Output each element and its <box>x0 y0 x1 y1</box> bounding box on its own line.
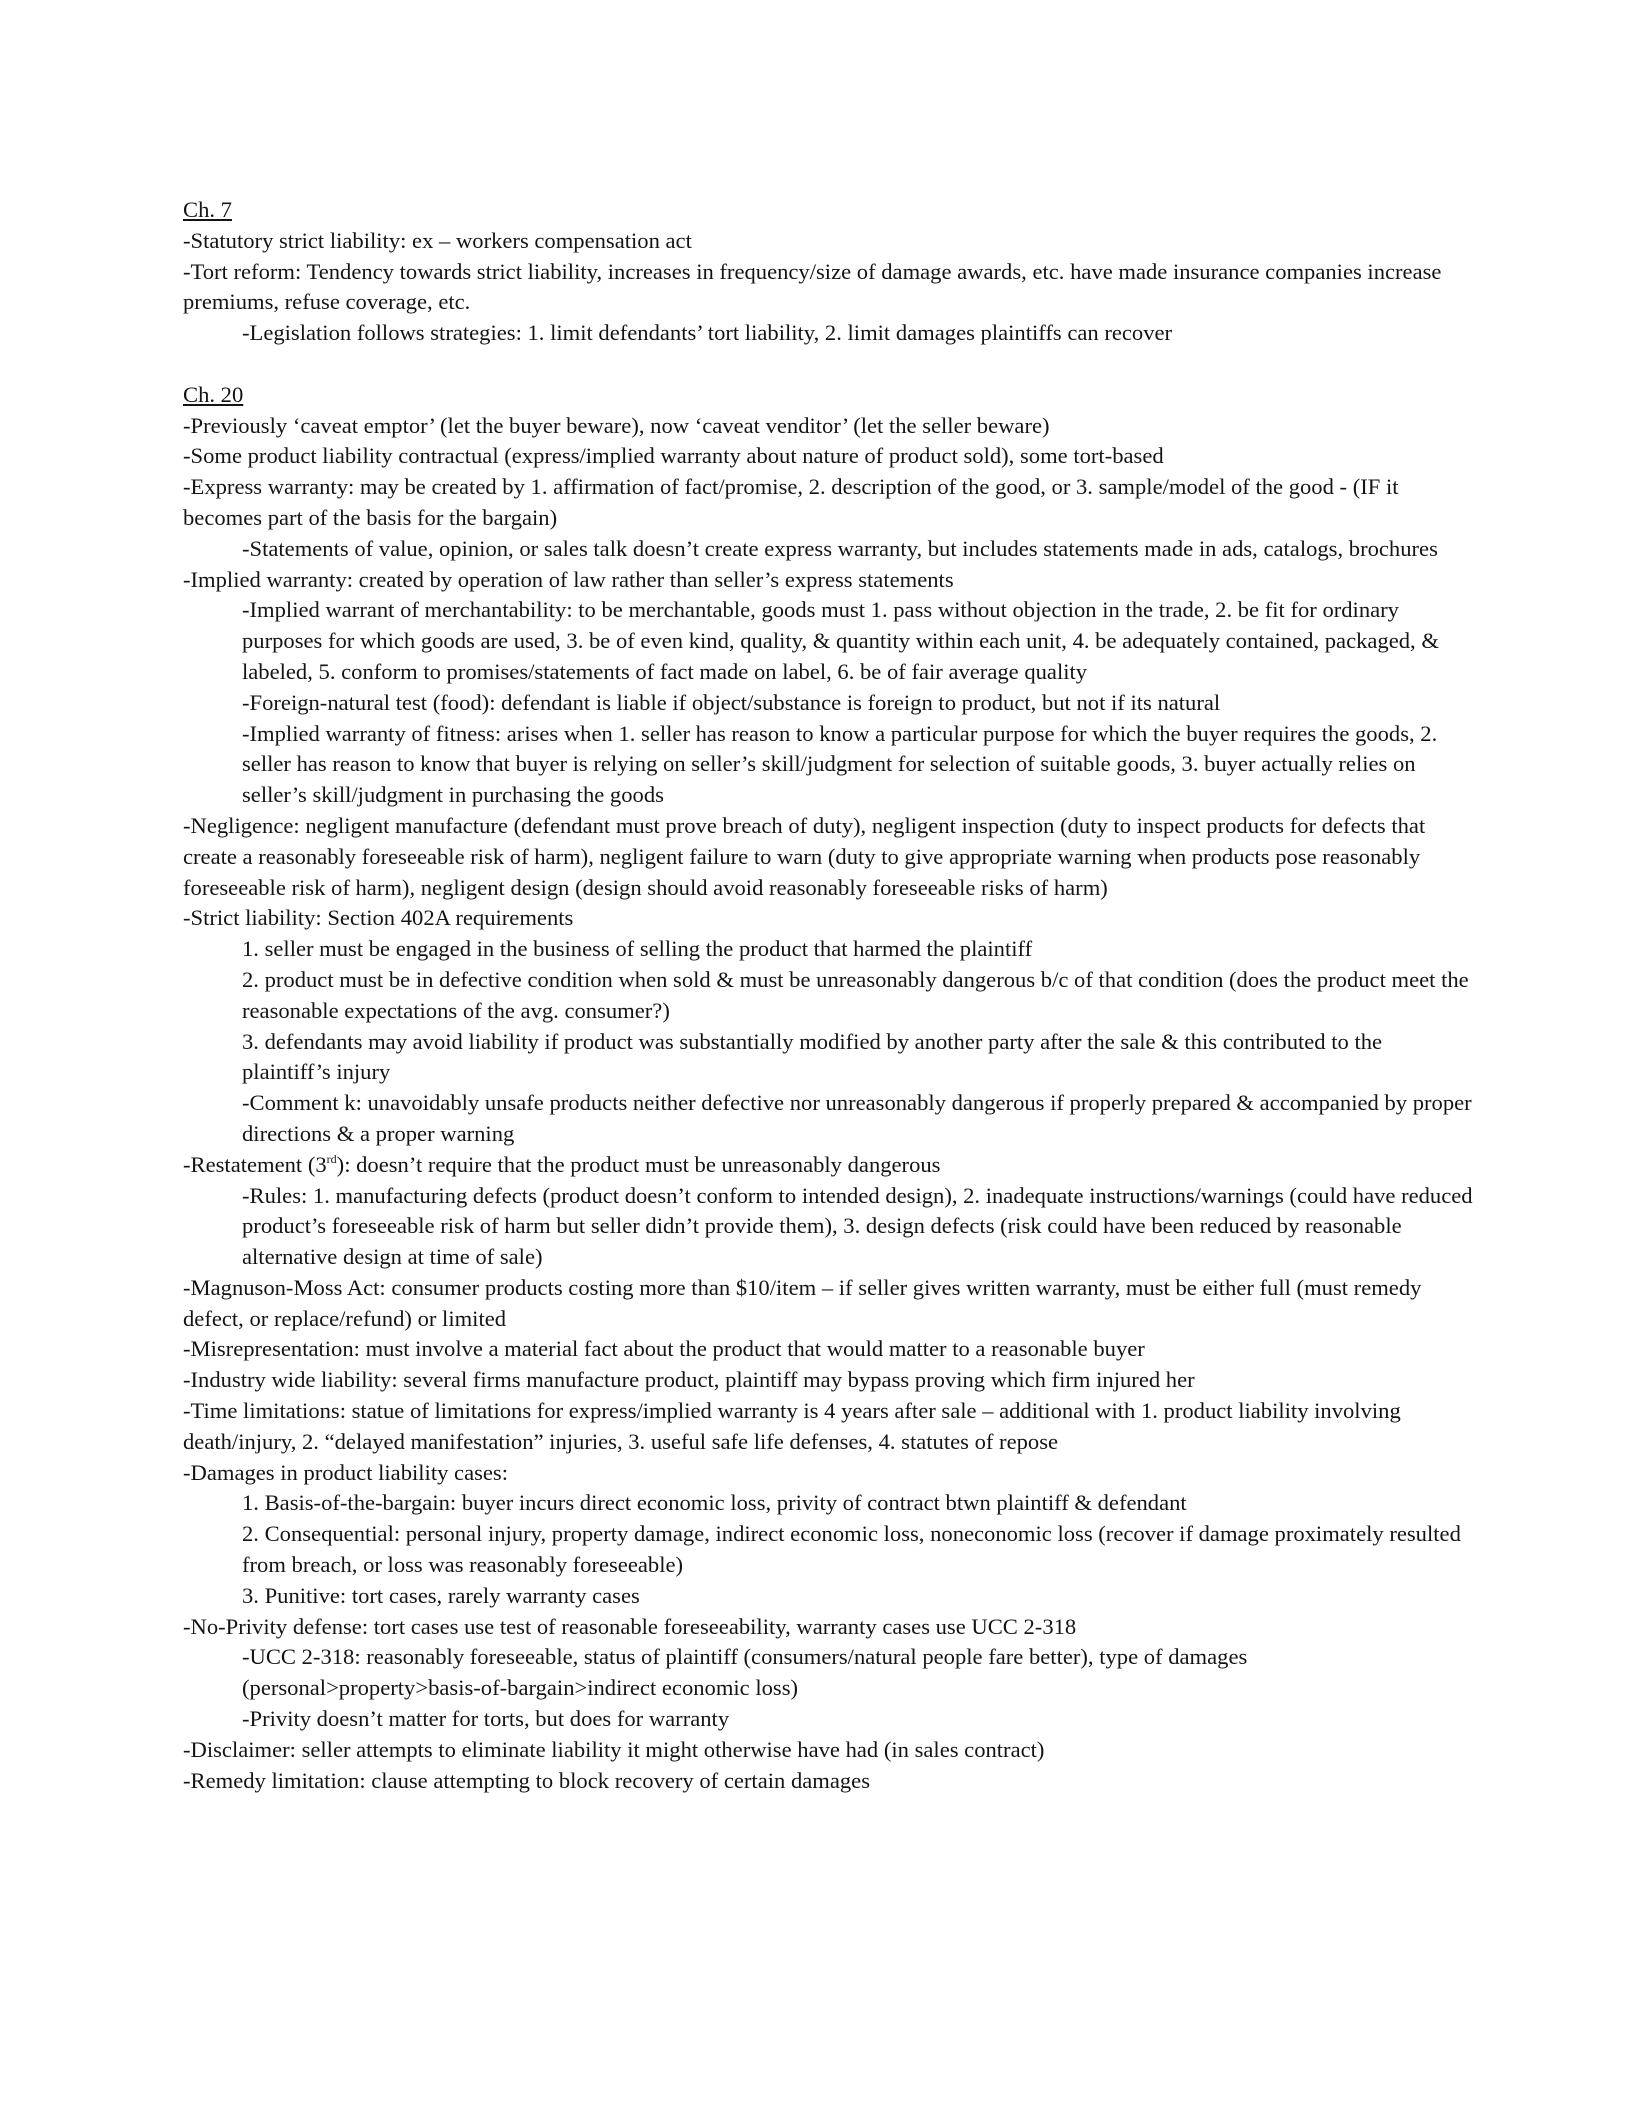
note-subline: -Legislation follows strategies: 1. limit defendants’ tort liability, 2. limit damages plaintiffs can recover <box>242 320 1173 346</box>
note-line: -Express warranty: may be created by 1. affirmation of fact/promise, 2. description of the good, or 3. sample/model of the good - (IF it becomes part of the basis for the bargain) <box>183 474 1399 530</box>
note-line: -Some product liability contractual (express/implied warranty about nature of product sold), some tort-based <box>183 443 1164 469</box>
note-subline: 3. Punitive: tort cases, rarely warranty cases <box>242 1582 640 1608</box>
note-line: -Statutory strict liability: ex – workers compensation act <box>183 227 692 253</box>
note-line: -Misrepresentation: must involve a material fact about the product that would matter to a reasonable buyer <box>183 1336 1145 1362</box>
note-subline: 2. product must be in defective condition when sold & must be unreasonably dangerous b/c of that condition (does the product meet the reasonable expectations of the avg. consumer?) <box>242 966 1469 1023</box>
note-line: -Damages in product liability cases: <box>183 1459 509 1485</box>
note-line: -No-Privity defense: tort cases use test of reasonable foreseeability, warranty cases use UCC 2-318 <box>183 1613 1077 1639</box>
note-subline: -Implied warrant of merchantability: to be merchantable, goods must 1. pass without objection in the trade, 2. be fit for ordinary purposes for which goods are used, 3. be of even kind, quality, & quantity within each unit, 4. be adequately contained, packaged, & labeled, 5. conform to promises/statements of fact made on label, 6. be of fair average quality <box>242 597 1439 684</box>
restatement-text-after: ): doesn’t require that the product must be unreasonably dangerous <box>336 1151 941 1177</box>
note-subline: 3. defendants may avoid liability if product was substantially modified by another party after the sale & this contributed to the plaintiff’s injury <box>242 1028 1383 1085</box>
note-subline: -UCC 2-318: reasonably foreseeable, status of plaintiff (consumers/natural people fare better), type of damages (personal>property>basis-of-bargain>indirect economic loss) <box>242 1644 1248 1701</box>
section-spacer <box>183 349 1473 380</box>
note-line: -Tort reform: Tendency towards strict liability, increases in frequency/size of damage awards, etc. have made insurance companies increase premiums, refuse coverage, etc. <box>183 258 1442 315</box>
note-subline: 1. seller must be engaged in the business of selling the product that harmed the plaintiff <box>242 936 1033 962</box>
note-subline: -Privity doesn’t matter for torts, but does for warranty <box>242 1706 730 1732</box>
note-subline: -Comment k: unavoidably unsafe products neither defective nor unreasonably dangerous if properly prepared & accompanied by proper directions & a proper warning <box>242 1090 1472 1146</box>
restatement-text: -Restatement (3 <box>183 1151 327 1177</box>
note-subline: 2. Consequential: personal injury, property damage, indirect economic loss, noneconomic loss (recover if damage proximately resulted from breach, or loss was reasonably foreseeable) <box>242 1521 1461 1578</box>
note-subline: -Rules: 1. manufacturing defects (product doesn’t conform to intended design), 2. inadequate instructions/warnings (could have reduced product’s foreseeable risk of harm but seller didn’t provide them), 3. design defects (risk could have been reduced by reasonable alternative design at time of sale) <box>242 1182 1473 1270</box>
section-heading-ch20: Ch. 20 <box>183 381 244 407</box>
note-line: -Magnuson-Moss Act: consumer products costing more than $10/item – if seller gives written warranty, must be either full (must remedy defect, or replace/refund) or limited <box>183 1274 1422 1331</box>
note-subline: -Implied warranty of fitness: arises when 1. seller has reason to know a particular purpose for which the buyer requires the goods, 2. seller has reason to know that buyer is relying on seller’s skill/judgment for selection of suitable goods, 3. buyer actually relies on seller’s skill/judgment in purchasing the goods <box>242 720 1438 808</box>
note-line: -Disclaimer: seller attempts to eliminate liability it might otherwise have had (in sales contract) <box>183 1736 1045 1762</box>
note-line: -Negligence: negligent manufacture (defendant must prove breach of duty), negligent inspection (duty to inspect products for defects that create a reasonably foreseeable risk of harm), negligent failure to warn (duty to give appropriate warning when products pose reasonably foreseeable risk of harm), negligent design (design should avoid reasonably foreseeable risks of harm) <box>183 812 1426 900</box>
note-line: -Remedy limitation: clause attempting to block recovery of certain damages <box>183 1767 870 1793</box>
note-subline: -Foreign-natural test (food): defendant is liable if object/substance is foreign to product, but not if its natural <box>242 689 1221 715</box>
note-line-restatement <box>183 1150 1473 1181</box>
note-line: -Strict liability: Section 402A requirements <box>183 905 574 931</box>
document-page <box>183 195 1473 1796</box>
note-line: -Previously ‘caveat emptor’ (let the buyer beware), now ‘caveat venditor’ (let the seller beware) <box>183 412 1050 438</box>
note-line: -Industry wide liability: several firms manufacture product, plaintiff may bypass proving which firm injured her <box>183 1367 1195 1393</box>
note-line: -Time limitations: statue of limitations for express/implied warranty is 4 years after sale – additional with 1. product liability involving death/injury, 2. “delayed manifestation” injuries, 3. useful safe life defenses, 4. statutes of repose <box>183 1398 1401 1454</box>
section-heading-ch7: Ch. 7 <box>183 197 232 222</box>
note-subline: -Statements of value, opinion, or sales talk doesn’t create express warranty, but includes statements made in ads, catalogs, brochures <box>242 535 1438 561</box>
ordinal-superscript: rd <box>326 1151 337 1166</box>
note-line: -Implied warranty: created by operation of law rather than seller’s express statements <box>183 566 954 592</box>
note-subline: 1. Basis-of-the-bargain: buyer incurs direct economic loss, privity of contract btwn plaintiff & defendant <box>242 1490 1187 1516</box>
